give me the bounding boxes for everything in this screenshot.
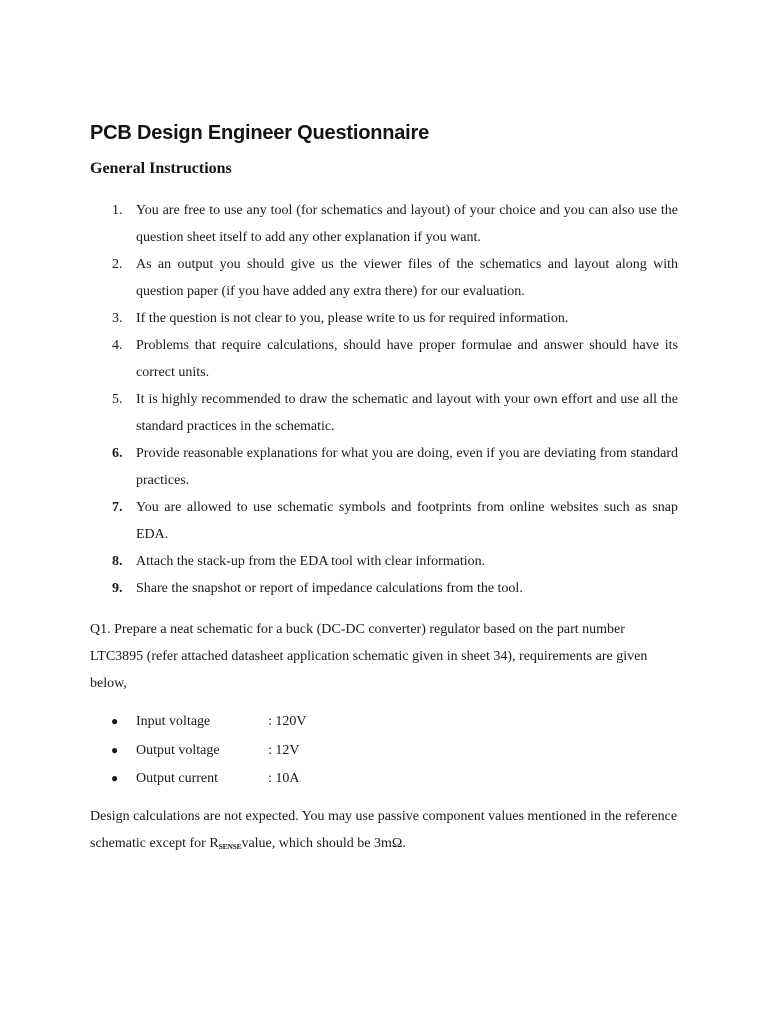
instruction-number: 7. bbox=[112, 500, 123, 515]
note-text-before: Design calculations are not expected. You may use passive component values mentioned in the reference schematic except for R bbox=[90, 809, 678, 851]
instruction-text: It is highly recommended to draw the schematic and layout with your own effort and use all the standard practices in the schematic. bbox=[136, 392, 678, 434]
instruction-item bbox=[0, 197, 678, 251]
requirement-label: Output current bbox=[136, 771, 219, 786]
instruction-number: 1. bbox=[112, 203, 123, 218]
section-heading: General Instructions bbox=[90, 160, 232, 177]
instruction-text: Share the snapshot or report of impedance calculations from the tool. bbox=[136, 581, 523, 596]
bullet-icon: ● bbox=[111, 742, 119, 757]
instruction-text: You are free to use any tool (for schematics and layout) of your choice and you can also use the question sheet itself to add any other explanation if you want. bbox=[136, 203, 678, 245]
instruction-item bbox=[0, 305, 678, 332]
instruction-text: If the question is not clear to you, please write to us for required information. bbox=[136, 311, 569, 326]
instruction-item bbox=[0, 386, 678, 440]
requirement-value: : 120V bbox=[268, 714, 307, 729]
instruction-item bbox=[0, 332, 678, 386]
requirement-value: : 10A bbox=[268, 771, 300, 786]
instruction-item bbox=[0, 440, 678, 494]
instruction-text: You are allowed to use schematic symbols and footprints from online websites such as snap EDA. bbox=[136, 500, 678, 542]
instruction-item bbox=[0, 494, 678, 548]
note-text-after: value, which should be 3mΩ. bbox=[241, 836, 406, 851]
instruction-item bbox=[0, 251, 678, 305]
instruction-item bbox=[0, 575, 678, 602]
note-subscript: SENSE bbox=[218, 842, 242, 851]
instruction-number: 8. bbox=[112, 554, 123, 569]
instructions-list bbox=[0, 197, 768, 602]
instruction-number: 2. bbox=[112, 257, 123, 272]
document-title: PCB Design Engineer Questionnaire bbox=[90, 122, 430, 144]
bullet-icon: ● bbox=[111, 714, 119, 728]
design-note bbox=[90, 803, 678, 860]
instruction-text: Problems that require calculations, should have proper formulae and answer should have its correct units. bbox=[136, 338, 678, 380]
instruction-number: 4. bbox=[112, 338, 123, 353]
instruction-number: 3. bbox=[112, 311, 123, 326]
requirement-value: : 12V bbox=[268, 742, 300, 758]
instruction-text: Attach the stack-up from the EDA tool with clear information. bbox=[136, 554, 486, 569]
question-text: Q1. Prepare a neat schematic for a buck (DC-DC converter) regulator based on the part number LTC3895 (refer attached datasheet application schematic given in sheet 34), requirements are given below, bbox=[90, 622, 648, 691]
instruction-number: 9. bbox=[112, 581, 123, 596]
requirement-label: Input voltage bbox=[136, 714, 211, 729]
requirement-label: Output voltage bbox=[136, 742, 220, 758]
instruction-text: Provide reasonable explanations for what you are doing, even if you are deviating from standard practices. bbox=[136, 446, 678, 488]
instruction-text: As an output you should give us the viewer files of the schematics and layout along with question paper (if you have added any extra there) for our evaluation. bbox=[136, 257, 678, 299]
instruction-number: 5. bbox=[112, 392, 123, 407]
bullet-icon: ● bbox=[111, 771, 119, 785]
instruction-number: 6. bbox=[112, 446, 123, 461]
instruction-item bbox=[0, 548, 678, 575]
